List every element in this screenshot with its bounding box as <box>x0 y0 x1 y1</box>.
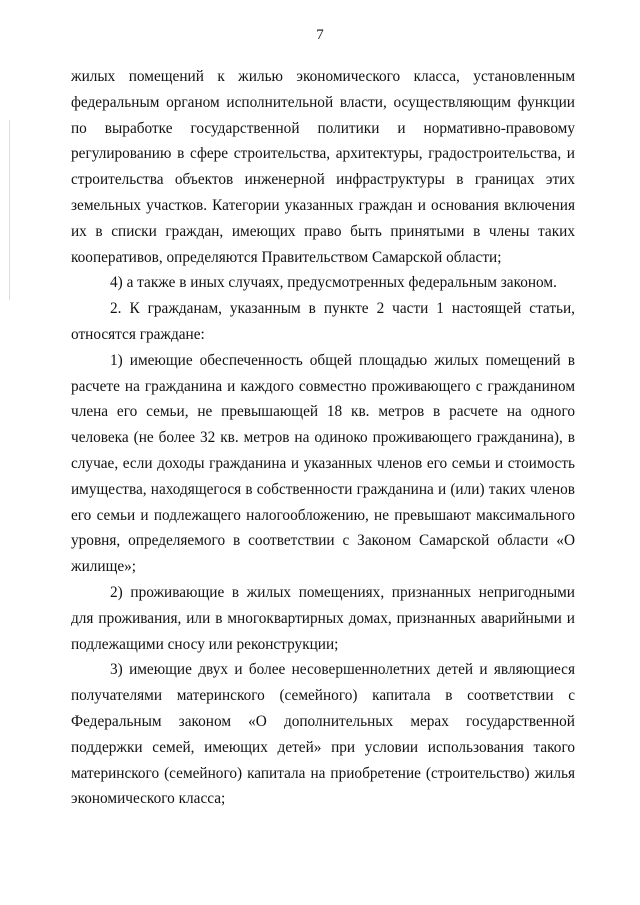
paragraph-continuation: жилых помещений к жилью экономического класса, установленным федеральным органом исполнительной власти, осуществляющим функции по выработке государственной политики и нормативно-правовому регулированию в сфере строительства, архитектуры, градостроительства, и строительства объектов инженерной инфраструктуры в границах этих земельных участков. Категории указанных граждан и основания включения их в списки граждан, имеющих право быть принятыми в члены таких кооперативов, определяются Правительством Самарской области; <box>71 68 575 266</box>
paragraph-item-3: 3) имеющие двух и более несовершеннолетних детей и являющиеся получателями материнского (семейного) капитала в соответствии с Федеральным законом «О дополнительных мерах государственной поддержки семей, имеющих детей» при условии использования такого материнского (семейного) капитала на приобретение (строительство) жилья экономического класса; <box>71 661 575 808</box>
paragraph-item-1: 1) имеющие обеспеченность общей площадью жилых помещений в расчете на гражданина и каждого совместно проживающего с гражданином члена его семьи, не превышающей 18 кв. метров в расчете на одного человека (не более 32 кв. метров на одиноко проживающего гражданина), в случае, если доходы гражданина и указанных членов его семьи и стоимость имущества, находящегося в собственности гражданина и (или) таких членов его семьи и подлежащего налогообложению, не превышают максимального уровня, определяемого в соответствии с Законом Самарской области «О жилище»; <box>71 351 575 576</box>
paragraph-section-2: 2. К гражданам, указанным в пункте 2 части 1 настоящей статьи, относятся граждане: <box>71 300 575 343</box>
paragraph-item-4: 4) а также в иных случаях, предусмотренных федеральным законом. <box>110 274 557 292</box>
document-body <box>71 64 575 812</box>
scan-edge-mark <box>9 120 10 300</box>
paragraph-item-2: 2) проживающие в жилых помещениях, признанных непригодными для проживания, или в многоквартирных домах, признанных аварийными и подлежащими сносу или реконструкции; <box>71 583 575 653</box>
page-number: 7 <box>316 27 324 43</box>
